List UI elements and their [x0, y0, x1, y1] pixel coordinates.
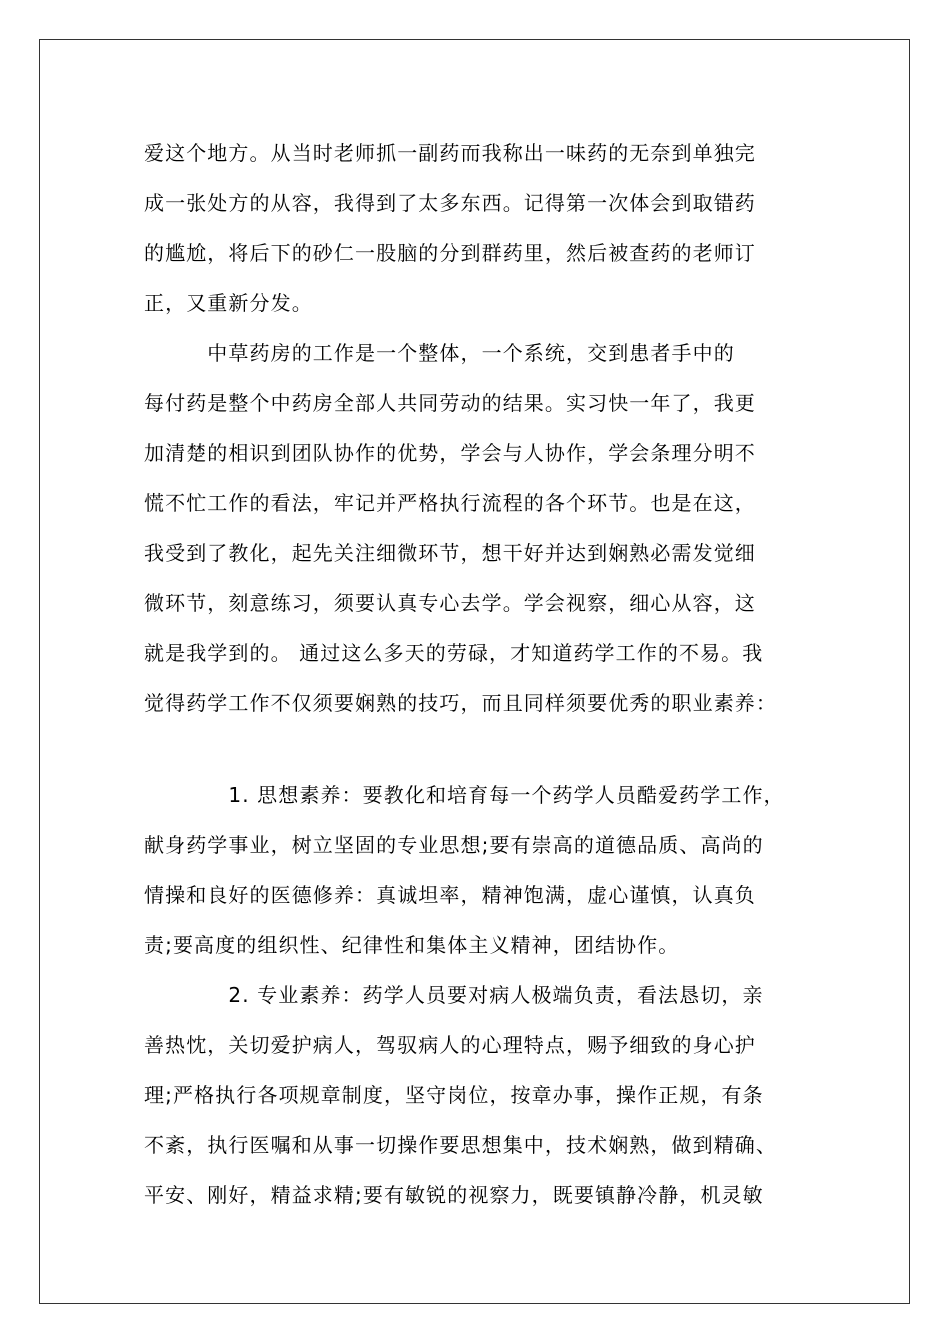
text-line: 善热忱，关切爱护病人，驾驭病人的心理特点，赐予细致的身心护 [144, 1033, 756, 1057]
text-line: 平安、刚好，精益求精;要有敏锐的视察力，既要镇静冷静，机灵敏 [144, 1183, 764, 1207]
text-line: 慌不忙工作的看法，牢记并严格执行流程的各个环节。也是在这， [144, 491, 756, 515]
text-line: 1. 思想素养：要教化和培育每一个药学人员酷爱药学工作， [144, 783, 785, 807]
paragraph-2 [144, 328, 824, 728]
text-line: 爱这个地方。从当时老师抓一副药而我称出一味药的无奈到单独完 [144, 141, 756, 165]
text-line: 中草药房的工作是一个整体，一个系统，交到患者手中的 [144, 341, 735, 365]
text-line: 加清楚的相识到团队协作的优势，学会与人协作，学会条理分明不 [144, 441, 756, 465]
text-line: 正，又重新分发。 [144, 291, 313, 315]
document-body [144, 128, 824, 1220]
text-line: 觉得药学工作不仅须要娴熟的技巧，而且同样须要优秀的职业素养： [144, 691, 777, 715]
text-line: 我受到了教化，起先关注细微环节，想干好并达到娴熟必需发觉细 [144, 541, 756, 565]
text-line: 微环节，刻意练习，须要认真专心去学。学会视察，细心从容，这 [144, 591, 756, 615]
paragraph-4 [144, 970, 824, 1220]
text-line: 成一张处方的从容，我得到了太多东西。记得第一次体会到取错药 [144, 191, 756, 215]
text-line: 就是我学到的。 通过这么多天的劳碌，才知道药学工作的不易。我 [144, 641, 764, 665]
text-line: 不紊，执行医嘱和从事一切操作要思想集中，技术娴熟，做到精确、 [144, 1133, 777, 1157]
text-line: 的尴尬，将后下的砂仁一股脑的分到群药里，然后被查药的老师订 [144, 241, 756, 265]
paragraph-1 [144, 128, 824, 328]
text-line: 情操和良好的医德修养：真诚坦率，精神饱满，虚心谨慎，认真负 [144, 883, 756, 907]
text-line: 2. 专业素养：药学人员要对病人极端负责，看法恳切，亲 [144, 983, 764, 1007]
text-line: 献身药学事业，树立坚固的专业思想;要有崇高的道德品质、高尚的 [144, 833, 764, 857]
paragraph-3 [144, 770, 824, 970]
text-line: 理;严格执行各项规章制度，坚守岗位，按章办事，操作正规，有条 [144, 1083, 764, 1107]
text-line: 责;要高度的组织性、纪律性和集体主义精神，团结协作。 [144, 933, 680, 957]
paragraph-spacer [144, 728, 824, 770]
text-line: 每付药是整个中药房全部人共同劳动的结果。实习快一年了，我更 [144, 391, 756, 415]
